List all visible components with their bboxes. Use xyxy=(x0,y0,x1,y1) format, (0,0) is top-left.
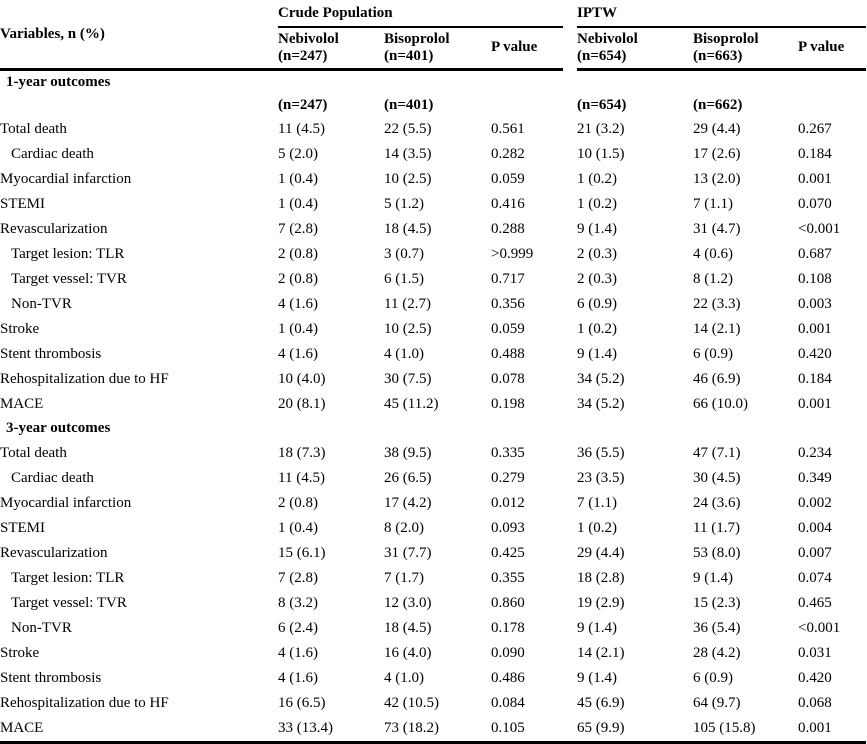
col-header-n: (n=401) xyxy=(384,48,434,64)
gap-cell xyxy=(563,142,577,167)
value-cell: 0.074 xyxy=(798,569,832,586)
value-cell: <0.001 xyxy=(798,220,841,237)
variable-label: Stent thrombosis xyxy=(0,345,102,362)
value-cell: 0.093 xyxy=(491,519,525,536)
variable-label: Target lesion: TLR xyxy=(11,245,125,262)
value-cell: 36 (5.4) xyxy=(693,619,741,636)
table-row xyxy=(0,691,866,716)
col-header-name: Nebivolol xyxy=(278,30,339,47)
table-row xyxy=(0,167,866,192)
value-cell: 23 (3.5) xyxy=(577,469,625,486)
table-row xyxy=(0,466,866,491)
value-cell: 18 (4.5) xyxy=(384,619,432,636)
value-cell: 9 (1.4) xyxy=(577,220,617,237)
value-cell: 0.425 xyxy=(491,544,525,561)
variable-label: Non-TVR xyxy=(11,295,72,312)
value-cell: 73 (18.2) xyxy=(384,716,491,743)
table-row xyxy=(0,117,866,142)
gap-cell xyxy=(563,292,577,317)
value-cell: 0.068 xyxy=(798,694,832,711)
value-cell: 11 (4.5) xyxy=(278,120,325,137)
value-cell: 5 (1.2) xyxy=(384,195,424,212)
value-cell: 8 (3.2) xyxy=(278,594,318,611)
value-cell: 1 (0.2) xyxy=(577,195,617,212)
n-row-value xyxy=(491,95,563,117)
value-cell: 7 (2.8) xyxy=(278,220,318,237)
gap-cell xyxy=(563,666,577,691)
value-cell: 42 (10.5) xyxy=(384,694,439,711)
variable-label: Cardiac death xyxy=(11,145,94,162)
col-header-name: Bisoprolol xyxy=(384,30,450,47)
value-cell: 0.356 xyxy=(491,295,525,312)
variable-label: Cardiac death xyxy=(11,469,94,486)
value-cell: 1 (0.4) xyxy=(278,170,318,187)
value-cell: 31 (7.7) xyxy=(384,544,432,561)
value-cell: 16 (4.0) xyxy=(384,644,432,661)
n-row-value: (n=654) xyxy=(577,97,627,114)
value-cell: 7 (1.1) xyxy=(693,195,733,212)
table-row xyxy=(0,566,866,591)
value-cell: 30 (7.5) xyxy=(384,370,432,387)
value-cell: 34 (5.2) xyxy=(577,395,625,412)
value-cell: 0.105 xyxy=(491,716,563,743)
table-row xyxy=(0,342,866,367)
value-cell: 21 (3.2) xyxy=(577,120,625,137)
value-cell: 0.860 xyxy=(491,594,525,611)
value-cell: 0.198 xyxy=(491,395,525,412)
gap-cell xyxy=(563,566,577,591)
value-cell: 0.003 xyxy=(798,295,832,312)
gap-cell xyxy=(563,616,577,641)
value-cell: 0.687 xyxy=(798,245,832,262)
table-row xyxy=(0,591,866,616)
value-cell: 3 (0.7) xyxy=(384,245,424,262)
value-cell: 14 (2.1) xyxy=(693,320,741,337)
n-row-value: (n=401) xyxy=(384,97,434,114)
value-cell: 12 (3.0) xyxy=(384,594,432,611)
col-header-crude-pvalue xyxy=(491,27,563,70)
value-cell: 9 (1.4) xyxy=(577,669,617,686)
value-cell: 0.335 xyxy=(491,444,525,461)
col-header-iptw-nebivolol xyxy=(577,27,693,70)
value-cell: >0.999 xyxy=(491,245,534,262)
value-cell: 11 (1.7) xyxy=(693,519,740,536)
value-cell: 10 (2.5) xyxy=(384,320,432,337)
variable-label: Total death xyxy=(0,120,67,137)
value-cell: 0.059 xyxy=(491,320,525,337)
table-row xyxy=(0,242,866,267)
value-cell: 2 (0.8) xyxy=(278,270,318,287)
value-cell: 9 (1.4) xyxy=(577,619,617,636)
gap-cell xyxy=(563,716,577,743)
variable-label: Non-TVR xyxy=(11,619,72,636)
table-row xyxy=(0,392,866,417)
variable-label: Rehospitalization due to HF xyxy=(0,370,169,387)
value-cell: 0.420 xyxy=(798,345,832,362)
col-header-n: (n=654) xyxy=(577,48,627,64)
value-cell: 7 (2.8) xyxy=(278,569,318,586)
value-cell: 22 (3.3) xyxy=(693,295,741,312)
value-cell: 20 (8.1) xyxy=(278,395,326,412)
n-row-value: (n=247) xyxy=(278,97,328,114)
group-header-row xyxy=(0,2,866,27)
value-cell: 45 (11.2) xyxy=(384,395,439,412)
value-cell: 0.267 xyxy=(798,120,832,137)
gap-cell xyxy=(563,192,577,217)
variable-label: STEMI xyxy=(0,195,45,212)
variable-label: MACE xyxy=(0,716,278,743)
value-cell: 0.001 xyxy=(798,716,866,743)
value-cell: 0.349 xyxy=(798,469,832,486)
gap-cell xyxy=(563,367,577,392)
variable-label: Myocardial infarction xyxy=(0,170,132,187)
group-header-crude: Crude Population xyxy=(278,2,563,27)
value-cell: 29 (4.4) xyxy=(577,544,625,561)
value-cell: 0.031 xyxy=(798,644,832,661)
n-row xyxy=(0,95,866,117)
value-cell: 0.288 xyxy=(491,220,525,237)
value-cell: 4 (1.0) xyxy=(384,345,424,362)
value-cell: 6 (1.5) xyxy=(384,270,424,287)
value-cell: 4 (1.6) xyxy=(278,669,318,686)
col-header-crude-bisoprolol xyxy=(384,27,491,70)
value-cell: 7 (1.7) xyxy=(384,569,424,586)
table-row xyxy=(0,491,866,516)
gap-cell xyxy=(563,641,577,666)
value-cell: 11 (2.7) xyxy=(384,295,431,312)
value-cell: 17 (2.6) xyxy=(693,145,741,162)
n-row-value xyxy=(798,95,866,117)
value-cell: 13 (2.0) xyxy=(693,170,741,187)
value-cell: 22 (5.5) xyxy=(384,120,432,137)
variables-header: Variables, n (%) xyxy=(0,2,278,70)
value-cell: 2 (0.3) xyxy=(577,270,617,287)
table-row xyxy=(0,441,866,466)
value-cell: 7 (1.1) xyxy=(577,494,617,511)
value-cell: 2 (0.8) xyxy=(278,245,318,262)
value-cell: 8 (1.2) xyxy=(693,270,733,287)
outcomes-table xyxy=(0,2,866,744)
col-header-n: (n=663) xyxy=(693,48,743,64)
value-cell: 36 (5.5) xyxy=(577,444,625,461)
value-cell: 66 (10.0) xyxy=(693,395,748,412)
variable-label: Stroke xyxy=(0,644,40,661)
gap-cell xyxy=(563,95,577,117)
col-header-iptw-bisoprolol xyxy=(693,27,798,70)
value-cell: 0.001 xyxy=(798,320,832,337)
value-cell: 8 (2.0) xyxy=(384,519,424,536)
table-row xyxy=(0,267,866,292)
value-cell: 46 (6.9) xyxy=(693,370,741,387)
gap-cell xyxy=(563,491,577,516)
value-cell: 47 (7.1) xyxy=(693,444,741,461)
col-header-name: P value xyxy=(491,39,538,56)
gap-cell xyxy=(563,342,577,367)
value-cell: 28 (4.2) xyxy=(693,644,741,661)
n-row-label xyxy=(0,95,278,117)
n-row-value: (n=662) xyxy=(693,97,743,114)
gap-cell xyxy=(563,516,577,541)
value-cell: 0.059 xyxy=(491,170,525,187)
table-row xyxy=(0,666,866,691)
col-header-name: Bisoprolol xyxy=(693,30,759,47)
table-row xyxy=(0,142,866,167)
value-cell: 0.178 xyxy=(491,619,525,636)
variable-label: Target vessel: TVR xyxy=(11,270,127,287)
col-header-iptw-pvalue xyxy=(798,27,866,70)
value-cell: 0.416 xyxy=(491,195,525,212)
value-cell: 0.279 xyxy=(491,469,525,486)
gap-cell xyxy=(563,541,577,566)
value-cell: 0.355 xyxy=(491,569,525,586)
value-cell: 0.488 xyxy=(491,345,525,362)
variable-label: Revascularization xyxy=(0,220,108,237)
value-cell: 5 (2.0) xyxy=(278,145,318,162)
value-cell: 0.717 xyxy=(491,270,525,287)
value-cell: <0.001 xyxy=(798,619,841,636)
col-header-name: Nebivolol xyxy=(577,30,638,47)
group-gap xyxy=(563,2,577,70)
value-cell: 64 (9.7) xyxy=(693,694,741,711)
gap-cell xyxy=(563,591,577,616)
value-cell: 105 (15.8) xyxy=(693,716,798,743)
value-cell: 0.001 xyxy=(798,395,832,412)
value-cell: 0.561 xyxy=(491,120,525,137)
gap-cell xyxy=(563,392,577,417)
section-title: 1-year outcomes xyxy=(6,74,111,91)
gap-cell xyxy=(563,167,577,192)
value-cell: 65 (9.9) xyxy=(577,716,693,743)
gap-cell xyxy=(563,317,577,342)
variable-label: Stroke xyxy=(0,320,40,337)
value-cell: 0.004 xyxy=(798,519,832,536)
table-row xyxy=(0,516,866,541)
value-cell: 0.465 xyxy=(798,594,832,611)
variable-label: Myocardial infarction xyxy=(0,494,132,511)
value-cell: 34 (5.2) xyxy=(577,370,625,387)
value-cell: 6 (0.9) xyxy=(577,295,617,312)
value-cell: 17 (4.2) xyxy=(384,494,432,511)
value-cell: 0.084 xyxy=(491,694,525,711)
table-header xyxy=(0,2,866,70)
value-cell: 0.282 xyxy=(491,145,525,162)
section-row xyxy=(0,417,866,441)
value-cell: 0.234 xyxy=(798,444,832,461)
value-cell: 6 (0.9) xyxy=(693,669,733,686)
variable-label: Stent thrombosis xyxy=(0,669,102,686)
gap-cell xyxy=(563,267,577,292)
value-cell: 2 (0.3) xyxy=(577,245,617,262)
value-cell: 6 (2.4) xyxy=(278,619,318,636)
value-cell: 18 (7.3) xyxy=(278,444,326,461)
value-cell: 19 (2.9) xyxy=(577,594,625,611)
col-header-name: P value xyxy=(798,39,845,56)
value-cell: 10 (4.0) xyxy=(278,370,326,387)
variable-label: Rehospitalization due to HF xyxy=(0,694,169,711)
value-cell: 2 (0.8) xyxy=(278,494,318,511)
value-cell: 1 (0.4) xyxy=(278,320,318,337)
value-cell: 18 (4.5) xyxy=(384,220,432,237)
gap-cell xyxy=(563,691,577,716)
value-cell: 33 (13.4) xyxy=(278,716,384,743)
section-title: 3-year outcomes xyxy=(6,420,111,437)
value-cell: 4 (1.0) xyxy=(384,669,424,686)
value-cell: 0.007 xyxy=(798,544,832,561)
section-row xyxy=(0,70,866,96)
variable-label: Target lesion: TLR xyxy=(11,569,125,586)
value-cell: 4 (1.6) xyxy=(278,345,318,362)
value-cell: 53 (8.0) xyxy=(693,544,741,561)
variable-label: Target vessel: TVR xyxy=(11,594,127,611)
table-row xyxy=(0,292,866,317)
value-cell: 26 (6.5) xyxy=(384,469,432,486)
value-cell: 18 (2.8) xyxy=(577,569,625,586)
table-row xyxy=(0,616,866,641)
value-cell: 0.420 xyxy=(798,669,832,686)
value-cell: 4 (0.6) xyxy=(693,245,733,262)
value-cell: 16 (6.5) xyxy=(278,694,326,711)
value-cell: 0.078 xyxy=(491,370,525,387)
value-cell: 10 (1.5) xyxy=(577,145,625,162)
table-row xyxy=(0,192,866,217)
value-cell: 10 (2.5) xyxy=(384,170,432,187)
value-cell: 4 (1.6) xyxy=(278,295,318,312)
value-cell: 0.012 xyxy=(491,494,525,511)
variable-label: STEMI xyxy=(0,519,45,536)
group-header-iptw: IPTW xyxy=(577,2,866,27)
value-cell: 1 (0.2) xyxy=(577,519,617,536)
value-cell: 14 (3.5) xyxy=(384,145,432,162)
table-row xyxy=(0,541,866,566)
value-cell: 11 (4.5) xyxy=(278,469,325,486)
variable-label: MACE xyxy=(0,395,44,412)
table-row xyxy=(0,716,866,743)
gap-cell xyxy=(563,466,577,491)
table-row xyxy=(0,217,866,242)
value-cell: 29 (4.4) xyxy=(693,120,741,137)
value-cell: 0.002 xyxy=(798,494,832,511)
gap-cell xyxy=(563,117,577,142)
value-cell: 0.184 xyxy=(798,370,832,387)
col-header-n: (n=247) xyxy=(278,48,328,64)
value-cell: 0.184 xyxy=(798,145,832,162)
table-body xyxy=(0,70,866,743)
value-cell: 1 (0.2) xyxy=(577,170,617,187)
value-cell: 1 (0.4) xyxy=(278,195,318,212)
value-cell: 0.070 xyxy=(798,195,832,212)
table-row xyxy=(0,317,866,342)
value-cell: 0.090 xyxy=(491,644,525,661)
value-cell: 14 (2.1) xyxy=(577,644,625,661)
value-cell: 1 (0.2) xyxy=(577,320,617,337)
col-header-crude-nebivolol xyxy=(278,27,384,70)
value-cell: 6 (0.9) xyxy=(693,345,733,362)
value-cell: 31 (4.7) xyxy=(693,220,741,237)
variable-label: Revascularization xyxy=(0,544,108,561)
gap-cell xyxy=(563,441,577,466)
value-cell: 30 (4.5) xyxy=(693,469,741,486)
value-cell: 38 (9.5) xyxy=(384,444,432,461)
gap-cell xyxy=(563,242,577,267)
value-cell: 0.108 xyxy=(798,270,832,287)
value-cell: 9 (1.4) xyxy=(693,569,733,586)
table-row xyxy=(0,641,866,666)
value-cell: 15 (2.3) xyxy=(693,594,741,611)
value-cell: 15 (6.1) xyxy=(278,544,326,561)
variable-label: Total death xyxy=(0,444,67,461)
value-cell: 0.001 xyxy=(798,170,832,187)
table-row xyxy=(0,367,866,392)
value-cell: 9 (1.4) xyxy=(577,345,617,362)
value-cell: 1 (0.4) xyxy=(278,519,318,536)
value-cell: 0.486 xyxy=(491,669,525,686)
gap-cell xyxy=(563,217,577,242)
value-cell: 24 (3.6) xyxy=(693,494,741,511)
value-cell: 4 (1.6) xyxy=(278,644,318,661)
value-cell: 45 (6.9) xyxy=(577,694,625,711)
